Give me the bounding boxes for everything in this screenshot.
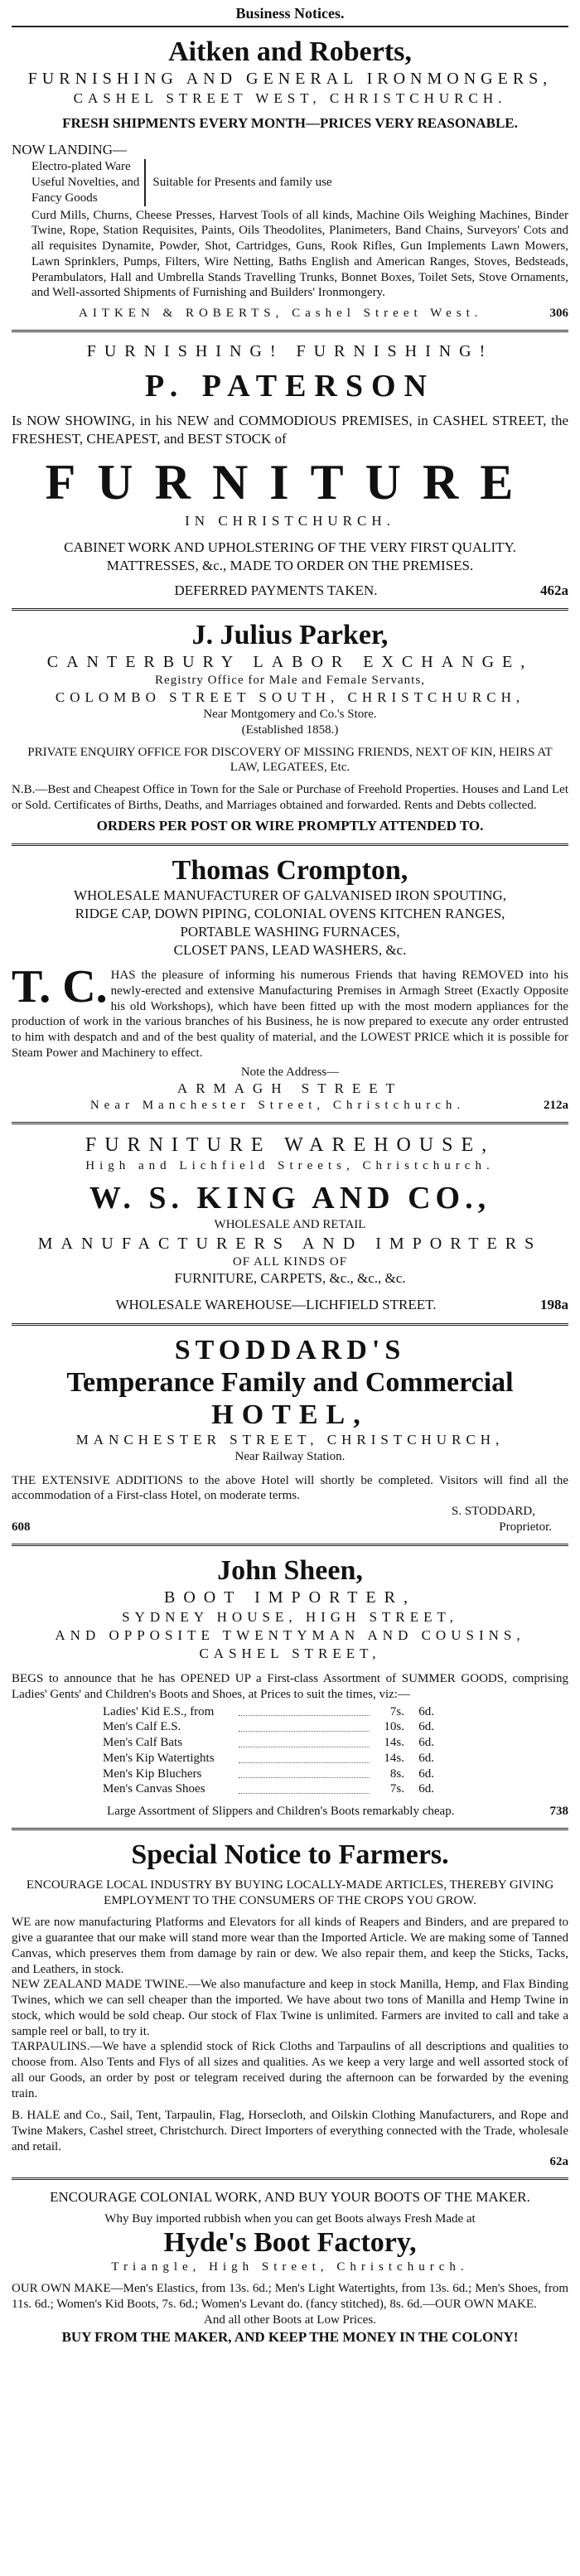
ad-stoddard	[12, 1326, 568, 1546]
ad-intro: ENCOURAGE LOCAL INDUSTRY BY BUYING LOCALLY-MADE ARTICLES, THEREBY GIVING EMPLOYMENT TO THE CONSUMERS OF THE CROPS YOU GROW.	[26, 1878, 554, 1907]
ad-title: STODDARD'S	[174, 1334, 406, 1365]
ad-parker	[12, 611, 568, 846]
ad-title: W. S. KING AND CO.,	[89, 1181, 491, 1216]
ad-king	[12, 1124, 568, 1325]
price-item: Ladies' Kid E.S., from	[103, 1704, 215, 1718]
ad-body: B. HALE and Co., Sail, Tent, Tarpaulin, Flag, Horsecloth, and Oilskin Clothing Manufacturers, and Rope and Twine Makers, Cashel street, Christchurch. Direct Importers of everything connected with the Trade, wholesale and retail.	[12, 2109, 568, 2153]
ad-buy: BUY FROM THE MAKER, AND KEEP THE MONEY IN THE COLONY!	[61, 2328, 519, 2345]
ad-address: ARMAGH STREET	[176, 1080, 404, 1097]
ad-body-wrap	[12, 961, 568, 1061]
ad-opposite: AND OPPOSITE TWENTYMAN AND COUSINS,	[55, 1626, 525, 1643]
ad-number: 62a	[549, 2154, 568, 2168]
price-item: Men's Calf Bats	[103, 1736, 183, 1750]
ad-line: MATTRESSES, &c., MADE TO ORDER ON THE PREMISES.	[106, 557, 474, 573]
price-item: Men's Calf E.S.	[103, 1720, 181, 1734]
ad-title: Hyde's Boot Factory,	[163, 2227, 417, 2259]
ad-address: Triangle, High Street, Christchurch.	[111, 2259, 469, 2274]
page-header: Business Notices.	[12, 0, 568, 27]
ad-nb: N.B.—Best and Cheapest Office in Town for the Sale or Purchase of Freehold Properties. Houses and Land Let or Sold. Certificates of Births, Deaths, and Marriages obtained and forwarded. Rents and Debts collected.	[12, 783, 568, 812]
ad-body: OUR OWN MAKE—Men's Elastics, from 13s. 6d.; Men's Light Watertights, from 13s. 6d.; Men's Shoes, from 11s. 6d.; Women's Kid Boots, 7s. 6d.; Women's Levant do. (fancy stitched), 8s. 6d.—OUR OWN MAKE.	[12, 2282, 568, 2312]
ad-trade: WHOLESALE MANUFACTURER OF GALVANISED IRON SPOUTING,	[74, 887, 506, 903]
ad-enquiry: PRIVATE ENQUIRY OFFICE FOR DISCOVERY OF MISSING FRIENDS, NEXT OF KIN, HEIRS AT LAW, LEGATEES, Etc.	[27, 745, 553, 775]
price-list	[12, 1704, 568, 1798]
ad-number: 306	[549, 307, 568, 321]
price-row	[103, 1704, 434, 1720]
ad-farmers	[12, 1830, 568, 2180]
ad-footer: Large Assortment of Slippers and Children's Boots remarkably cheap.	[107, 1805, 455, 1819]
ad-of: OF ALL KINDS OF	[232, 1254, 348, 1269]
price-pence: 6d.	[418, 1736, 434, 1750]
ad-near: Near Manchester Street, Christchurch.	[89, 1099, 466, 1113]
ad-house: SYDNEY HOUSE, HIGH STREET,	[122, 1608, 458, 1625]
price-shillings: 7s.	[389, 1782, 404, 1796]
ad-banner: FURNISHING! FURNISHING!	[86, 341, 494, 360]
ad-line: RIDGE CAP, DOWN PIPING, COLONIAL OVENS KITCHEN RANGES,	[75, 905, 505, 921]
ad-landing: NOW LANDING—	[12, 142, 127, 158]
ad-place: IN CHRISTCHURCH.	[185, 512, 395, 529]
price-pence: 6d.	[418, 1720, 434, 1734]
ad-paterson	[12, 332, 568, 611]
brace-item: Fancy Goods	[31, 191, 98, 205]
ad-number: 608	[12, 1520, 31, 1534]
ad-role: Proprietor.	[499, 1520, 552, 1534]
price-row	[103, 1719, 434, 1735]
ad-line: CABINET WORK AND UPHOLSTERING OF THE VERY FIRST QUALITY.	[64, 539, 516, 555]
ad-exchange: CANTERBURY LABOR EXCHANGE,	[46, 653, 534, 672]
ad-body: WE are now manufacturing Platforms and Elevators for all kinds of Reapers and Binders, and are prepared to give a guarantee that our make will stand more wear than the Imported Article. We are making some of Tanned Canvas, which preserves them from damage by rain or dew. We also repair them, and keep the Sticks, Tacks, and Leathers, in stock.	[12, 1916, 568, 1976]
ad-title: Temperance Family and Commercial	[66, 1366, 514, 1398]
ad-intro: ENCOURAGE COLONIAL WORK, AND BUY YOUR BOOTS OF THE MAKER.	[50, 2188, 530, 2205]
price-row	[103, 1781, 434, 1797]
ad-body: BEGS to announce that he has OPENED UP a First-class Assortment of SUMMER GOODS, comprising Ladies' Gents' and Children's Boots and Shoes, at Prices to suit the times, viz:—	[12, 1672, 568, 1701]
price-shillings: 14s.	[384, 1736, 404, 1750]
ad-orders: ORDERS PER POST OR WIRE PROMPTLY ATTENDED TO.	[96, 817, 484, 834]
ad-title: Thomas Crompton,	[172, 854, 408, 886]
ad-near: Near Railway Station.	[234, 1449, 346, 1463]
ad-footer: AITKEN & ROBERTS, Cashel Street West.	[78, 307, 483, 321]
ad-crompton	[12, 846, 568, 1125]
price-shillings: 7s.	[389, 1704, 404, 1718]
price-item: Men's Kip Watertights	[103, 1751, 215, 1765]
ad-established: (Established 1858.)	[241, 723, 339, 737]
ad-title: P. PATERSON	[144, 368, 435, 404]
ad-address: CASHEL STREET WEST, CHRISTCHURCH.	[73, 90, 507, 107]
ad-tagline: FRESH SHIPMENTS EVERY MONTH—PRICES VERY REASONABLE.	[62, 115, 518, 132]
ad-line: PORTABLE WASHING FURNACES,	[180, 923, 400, 940]
ad-initials: T. C.	[12, 961, 108, 1013]
price-shillings: 14s.	[384, 1751, 404, 1765]
ad-trade: BOOT IMPORTER,	[163, 1588, 416, 1607]
ad-address: High and Lichfield Streets, Christchurch.	[85, 1159, 495, 1173]
brace-item: Useful Novelties, and	[31, 176, 140, 190]
ad-line: MANUFACTURERS AND IMPORTERS	[37, 1234, 543, 1253]
ad-number: 198a	[539, 1297, 568, 1313]
ad-title: HOTEL,	[211, 1399, 369, 1430]
ad-body: THE EXTENSIVE ADDITIONS to the above Hotel will shortly be completed. Visitors will find all the accommodation of a First-class Hotel, on moderate terms.	[12, 1473, 568, 1503]
ad-low: And all other Boots at Low Prices.	[204, 2313, 376, 2327]
ad-warehouse: WHOLESALE WAREHOUSE—LICHFIELD STREET.	[115, 1297, 437, 1313]
ad-note: Note the Address—	[240, 1065, 340, 1079]
ad-office: Registry Office for Male and Female Servants,	[155, 674, 425, 688]
brace-group	[12, 159, 568, 205]
price-shillings: 8s.	[389, 1766, 404, 1781]
ad-title: John Sheen,	[217, 1554, 363, 1586]
ad-body: HAS the pleasure of informing his numerous Friends that having REMOVED into his newly-erected and extensive Manufacturing Premises in Armagh Street (Exactly Opposite his old Workshops), which have been fitted up with the most modern appliances for the production of work in the various branches of his Business, he is now prepared to execute any order entrusted to him with despatch and and of the best quality of material, and the LOWEST PRICE which it is possible for Steam Power and Machinery to effect.	[12, 969, 568, 1060]
ad-title: J. Julius Parker,	[191, 620, 389, 651]
price-pence: 6d.	[418, 1766, 434, 1781]
ad-goods: FURNITURE, CARPETS, &c., &c., &c.	[174, 1270, 406, 1287]
ad-sign: S. STODDARD,	[452, 1505, 535, 1519]
brace-label: Suitable for Presents and family use	[152, 176, 332, 190]
price-row	[103, 1735, 434, 1751]
ad-body: TARPAULINS.—We have a splendid stock of Rick Cloths and Tarpaulins of all descriptions and qualities to choose from. Also Tents and Flys of all sizes and qualities. As we keep a very large and well assorted stock of all our Goods, an order by post or telegram received during the afternoon can be forwarded by the evening train.	[12, 2040, 568, 2100]
price-row	[103, 1766, 434, 1782]
ad-big-word: FURNITURE	[45, 454, 535, 510]
ad-sub: WHOLESALE AND RETAIL	[214, 1217, 366, 1231]
price-shillings: 10s.	[384, 1720, 404, 1734]
ad-street: MANCHESTER STREET, CHRISTCHURCH,	[75, 1431, 505, 1447]
ad-sheen	[12, 1546, 568, 1830]
ad-intro: Is NOW SHOWING, in his NEW and COMMODIOUS PREMISES, in CASHEL STREET, the FRESHEST, CHEAPEST, and BEST STOCK of	[12, 412, 568, 447]
brace-item: Electro-plated Ware	[31, 160, 131, 174]
price-pence: 6d.	[418, 1782, 434, 1796]
ad-aitken-roberts	[12, 27, 568, 332]
ad-line: CLOSET PANS, LEAD WASHERS, &c.	[173, 942, 407, 959]
ad-title: Special Notice to Farmers.	[131, 1839, 449, 1870]
brace-items	[31, 159, 146, 205]
ad-trade: FURNISHING AND GENERAL IRONMONGERS,	[27, 70, 553, 89]
ad-street: COLOMBO STREET SOUTH, CHRISTCHURCH,	[55, 689, 525, 705]
price-item: Men's Canvas Shoes	[103, 1782, 205, 1796]
ad-banner: FURNITURE WAREHOUSE,	[85, 1134, 495, 1157]
price-pence: 6d.	[418, 1751, 434, 1765]
price-pence: 6d.	[418, 1704, 434, 1718]
ad-number: 212a	[544, 1099, 568, 1113]
ad-body: NEW ZEALAND MADE TWINE.—We also manufacture and keep in stock Manilla, Hemp, and Flax Binding Twines, which we can sell cheaper than the imported. We have about two tons of Manilla and Hemp Twine in stock, which would be sold cheap. Our stock of Flax Twine is unlimited. Farmers are invited to call and take a sample reel or ball, to try it.	[12, 1978, 568, 2038]
price-row	[103, 1751, 434, 1766]
ad-street: CASHEL STREET,	[199, 1645, 381, 1661]
ad-body: Curd Mills, Churns, Cheese Presses, Harvest Tools of all kinds, Machine Oils Weighing Machines, Binder Twine, Rope, Station Requisites, Paints, Oils Theodolites, Planimeters, Band Chains, Surveyors' Cots and all requisites Dynamite, Powder, Shot, Cartridges, Guns, Rook Rifles, Gun Implements Lawn Mowers, Lawn Sprinklers, Pumps, Filters, Wire Netting, Baths English and American Ranges, Stoves, Bedsteads, Perambulators, Hall and Umbrella Stands Travelling Trunks, Bonnet Boxes, Toilet Sets, Stove Ornaments, and Well-assorted Shipments of Furnishing and Builders' Ironmongery.	[31, 208, 568, 300]
ad-number: 738	[549, 1805, 568, 1819]
ad-deferred: DEFERRED PAYMENTS TAKEN.	[174, 582, 378, 599]
ad-hyde	[12, 2180, 568, 2355]
price-item: Men's Kip Bluchers	[103, 1766, 202, 1781]
ad-near: Near Montgomery and Co.'s Store.	[203, 708, 377, 722]
ad-number: 462a	[540, 582, 568, 599]
ad-why: Why Buy imported rubbish when you can get Boots always Fresh Made at	[104, 2211, 476, 2226]
ad-title: Aitken and Roberts,	[168, 36, 412, 67]
